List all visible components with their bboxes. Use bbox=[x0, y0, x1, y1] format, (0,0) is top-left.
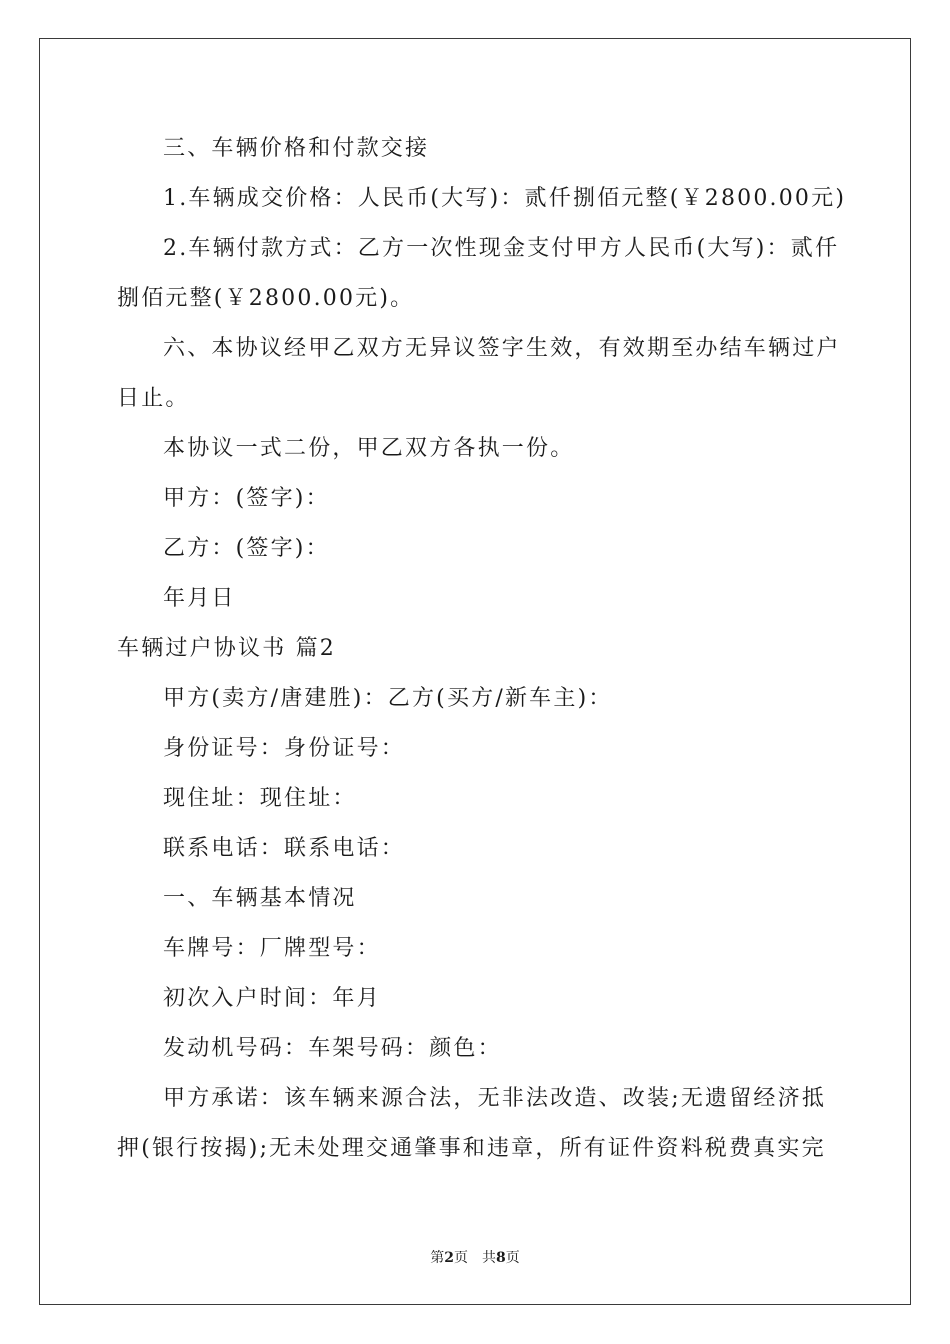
text-line: 甲方(卖方/唐建胜)：乙方(买方/新车主)： bbox=[163, 686, 613, 711]
footer-page-mid: 页 bbox=[454, 1250, 468, 1266]
document-body bbox=[117, 124, 847, 1174]
text-line: 本协议一式二份，甲乙双方各执一份。 bbox=[163, 436, 575, 461]
text-line: 年月日 bbox=[163, 586, 236, 611]
footer-total-suffix: 页 bbox=[505, 1250, 520, 1266]
text-line: 日止。 bbox=[117, 386, 190, 411]
text-line: 身份证号：身份证号： bbox=[163, 736, 406, 761]
text-line: 车牌号：厂牌型号： bbox=[163, 936, 381, 961]
text-line: 1.车辆成交价格：人民币(大写)：贰仟捌佰元整(￥2800.00元) bbox=[163, 186, 847, 211]
text-line: 初次入户时间：年月 bbox=[163, 986, 381, 1011]
text-line: 一、车辆基本情况 bbox=[163, 886, 357, 911]
text-line: 甲方：(签字)： bbox=[163, 486, 330, 511]
text-line: 车辆过户协议书 篇2 bbox=[117, 636, 336, 661]
footer-page-prefix: 第 bbox=[430, 1250, 445, 1266]
footer-total-prefix: 共 bbox=[482, 1250, 496, 1266]
text-line: 捌佰元整(￥2800.00元)。 bbox=[117, 286, 415, 311]
page-footer bbox=[0, 1247, 950, 1267]
text-line: 六、本协议经甲乙双方无异议签字生效，有效期至办结车辆过户 bbox=[163, 336, 841, 361]
text-line: 押(银行按揭);无未处理交通肇事和违章，所有证件资料税费真实完 bbox=[117, 1136, 826, 1161]
text-line: 联系电话：联系电话： bbox=[163, 836, 406, 861]
text-line: 乙方：(签字)： bbox=[163, 536, 330, 561]
footer-page-total: 8 bbox=[496, 1250, 506, 1266]
footer-page-current: 2 bbox=[444, 1250, 454, 1266]
text-line: 发动机号码：车架号码：颜色： bbox=[163, 1036, 502, 1061]
text-line: 三、车辆价格和付款交接 bbox=[163, 136, 430, 161]
text-line: 2.车辆付款方式：乙方一次性现金支付甲方人民币(大写)：贰仟 bbox=[163, 236, 840, 261]
text-line: 甲方承诺：该车辆来源合法，无非法改造、改装;无遗留经济抵 bbox=[163, 1086, 827, 1111]
text-line: 现住址：现住址： bbox=[163, 786, 357, 811]
